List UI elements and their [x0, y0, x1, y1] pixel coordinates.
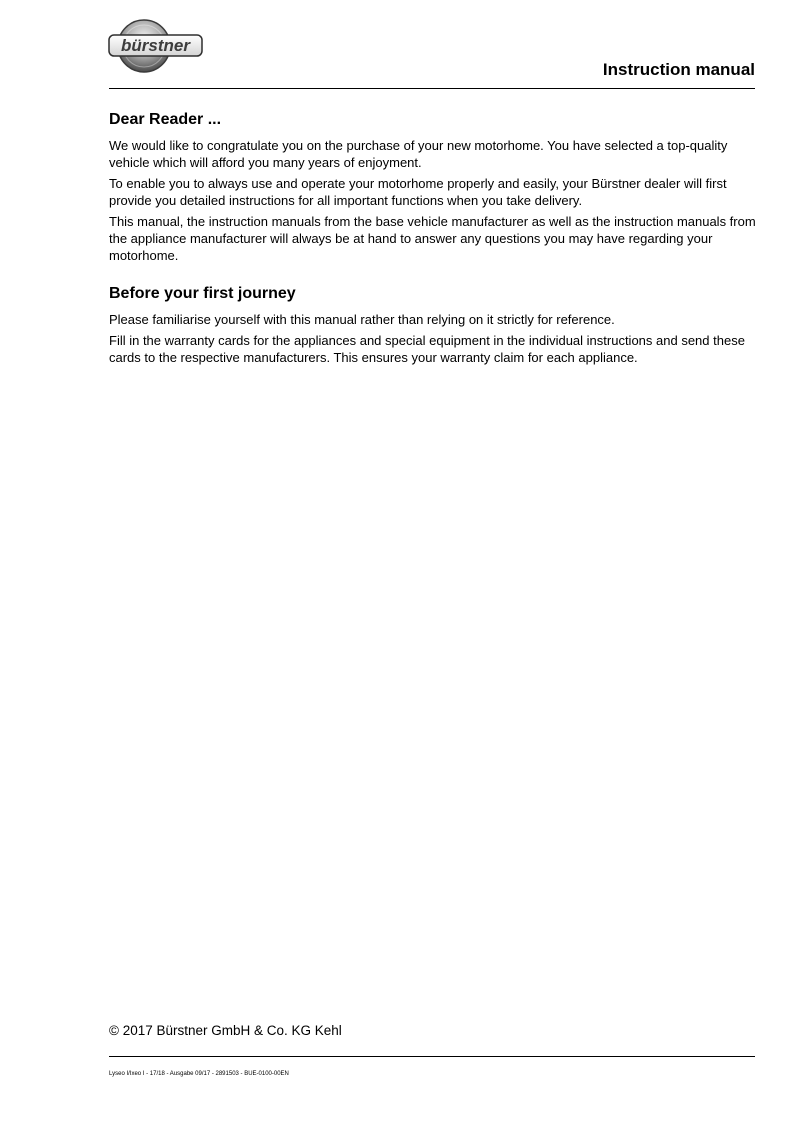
- copyright-notice: © 2017 Bürstner GmbH & Co. KG Kehl: [109, 1023, 342, 1038]
- paragraph: We would like to congratulate you on the purchase of your new motorhome. You have selected a top-quality vehicle which will afford you many years of enjoyment.: [109, 138, 728, 170]
- document-code: Lyseo I/Ixeo I - 17/18 - Ausgabe 09/17 - 2891503 - BUE-0100-00EN: [109, 1071, 289, 1077]
- header-divider: [109, 88, 755, 89]
- burstner-logo: [108, 18, 204, 74]
- section-before-first-journey: [109, 284, 757, 366]
- section-dear-reader: [109, 110, 757, 264]
- footer-divider: [109, 1056, 755, 1057]
- section-heading: Before your first journey: [109, 285, 296, 302]
- logo-wordmark: bürstner: [121, 36, 190, 55]
- paragraph: To enable you to always use and operate your motorhome properly and easily, your Bürstner dealer will first provide you detailed instructions for all important functions when you take delivery.: [109, 176, 727, 208]
- paragraph: Fill in the warranty cards for the appliances and special equipment in the individual instructions and send these cards to the respective manufacturers. This ensures your warranty claim for each appliance.: [109, 333, 745, 365]
- section-heading: Dear Reader ...: [109, 111, 222, 128]
- paragraph: This manual, the instruction manuals from the base vehicle manufacturer as well as the instruction manuals from the appliance manufacturer will always be at hand to answer any questions you may have regarding your motorhome.: [109, 214, 756, 263]
- paragraph: Please familiarise yourself with this manual rather than relying on it strictly for reference.: [109, 312, 615, 327]
- page-header-title: Instruction manual: [602, 60, 755, 79]
- main-content: [109, 110, 757, 370]
